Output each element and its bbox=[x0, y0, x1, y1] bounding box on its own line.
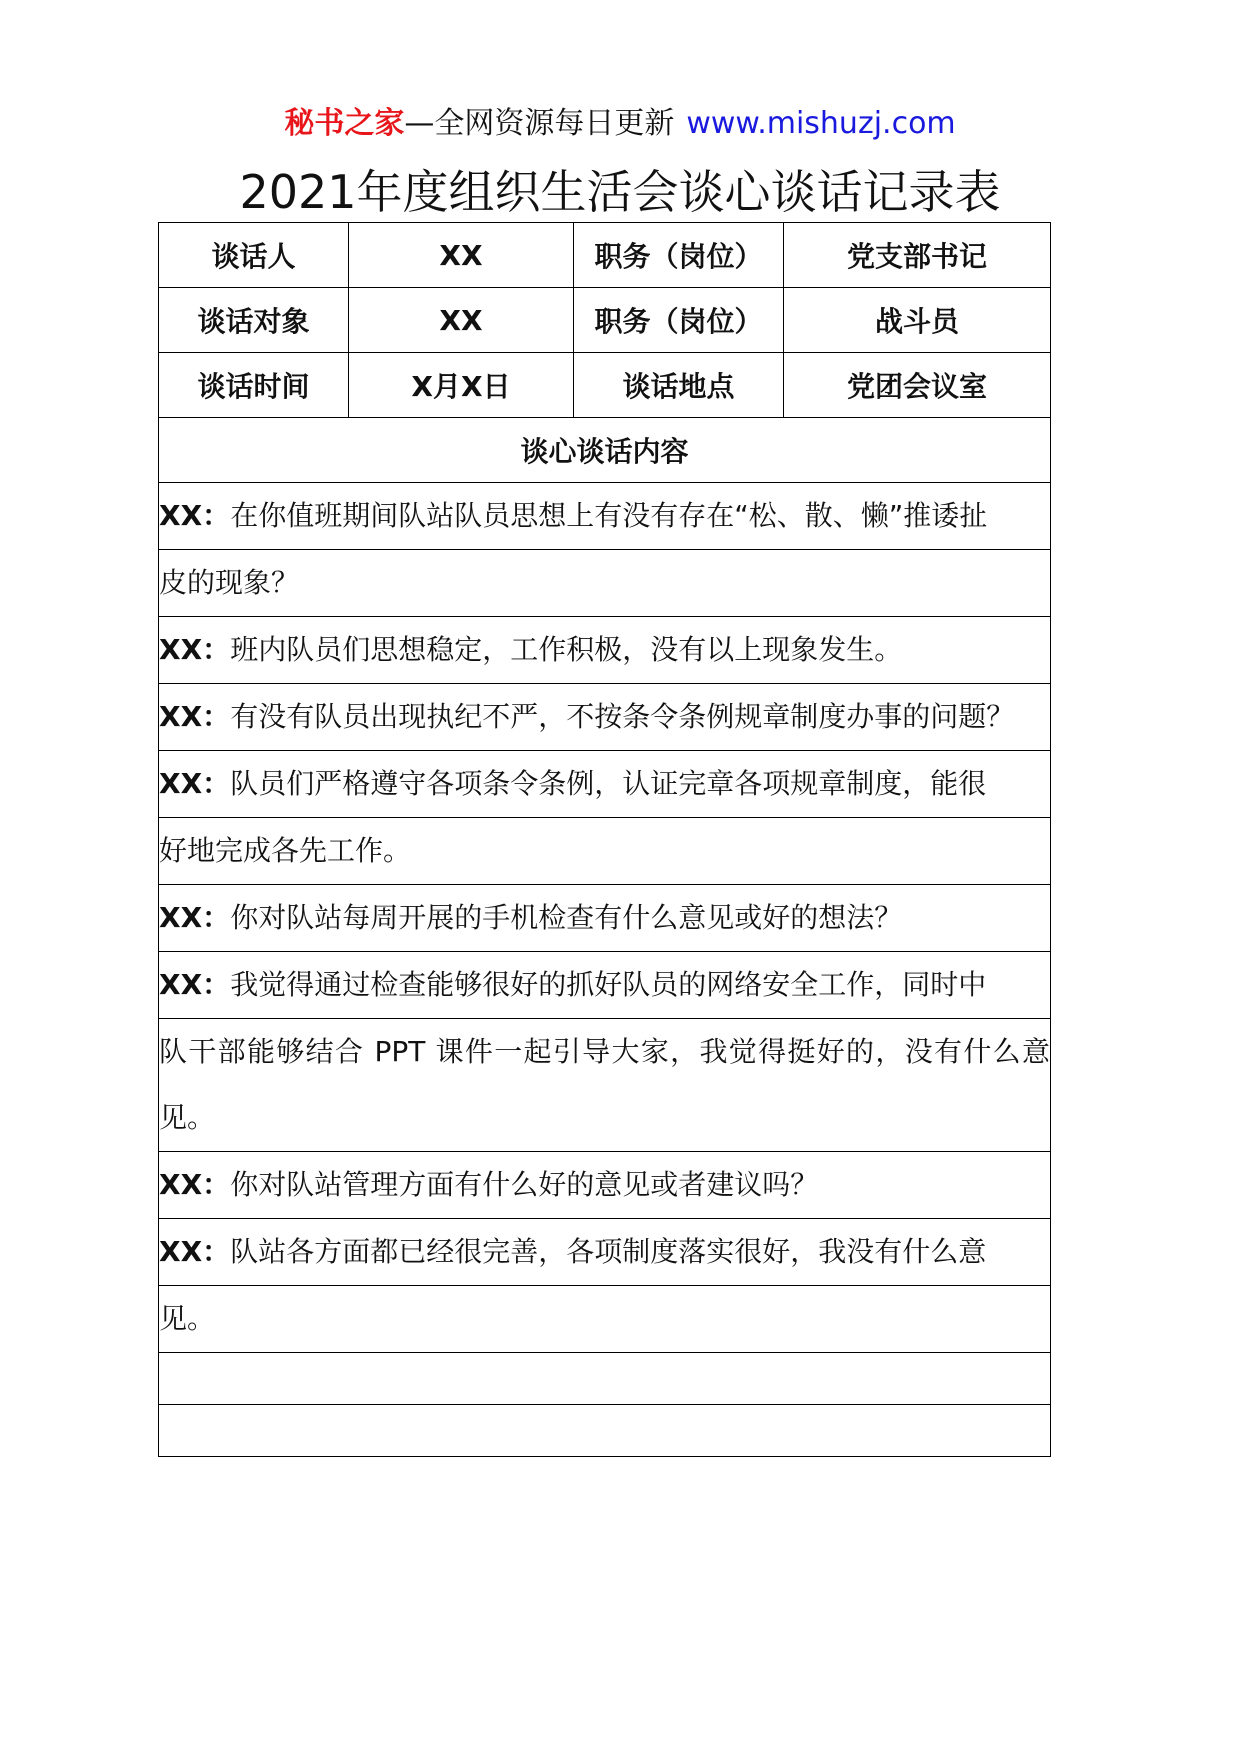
content-text: 皮的现象？ bbox=[159, 566, 300, 599]
content-text: 好地完成各先工作。 bbox=[159, 834, 412, 867]
content-text: 见。 bbox=[159, 1302, 216, 1335]
header-slogan: —全网资源每日更新 bbox=[404, 106, 675, 141]
content-row bbox=[159, 885, 1051, 952]
content-text: 你对队站每周开展的手机检查有什么意见或好的想法？ bbox=[230, 901, 903, 934]
content-cell bbox=[159, 1286, 1051, 1353]
section-row bbox=[159, 418, 1051, 483]
target-label: 谈话对象 bbox=[159, 288, 349, 353]
content-cell bbox=[159, 684, 1051, 751]
content-row bbox=[159, 818, 1051, 885]
content-cell bbox=[159, 617, 1051, 684]
speaker-label: XX： bbox=[159, 968, 231, 1001]
speaker-label: XX： bbox=[159, 767, 231, 800]
target-value: XX bbox=[349, 288, 574, 353]
talker-label: 谈话人 bbox=[159, 223, 349, 288]
content-cell bbox=[159, 1019, 1051, 1152]
speaker-label: XX： bbox=[159, 1235, 231, 1268]
empty-cell bbox=[159, 1353, 1051, 1405]
speaker-label: XX： bbox=[159, 700, 231, 733]
speaker-label: XX： bbox=[159, 901, 231, 934]
site-header bbox=[0, 102, 1240, 146]
position2-value: 战斗员 bbox=[784, 288, 1051, 353]
content-cell bbox=[159, 818, 1051, 885]
content-cell bbox=[159, 751, 1051, 818]
page-title: 2021年度组织生活会谈心谈话记录表 bbox=[239, 165, 1001, 219]
content-cell bbox=[159, 550, 1051, 617]
content-row bbox=[159, 1019, 1051, 1152]
content-text: 在你值班期间队站队员思想上有没有存在“松、散、懒”推诿扯 bbox=[230, 499, 988, 532]
brand-name: 秘书之家 bbox=[284, 106, 405, 141]
header-url[interactable]: www.mishuzj.com bbox=[686, 106, 956, 141]
info-row-time bbox=[159, 353, 1051, 418]
content-cell bbox=[159, 885, 1051, 952]
time-label: 谈话时间 bbox=[159, 353, 349, 418]
place-value: 党团会议室 bbox=[784, 353, 1051, 418]
content-text: 有没有队员出现执纪不严，不按条令条例规章制度办事的问题？ bbox=[230, 700, 1015, 733]
position1-value: 党支部书记 bbox=[784, 223, 1051, 288]
info-row-target bbox=[159, 288, 1051, 353]
time-value: X月X日 bbox=[349, 353, 574, 418]
content-row bbox=[159, 1152, 1051, 1219]
empty-row bbox=[159, 1405, 1051, 1457]
info-row-talker bbox=[159, 223, 1051, 288]
content-cell bbox=[159, 1152, 1051, 1219]
content-row bbox=[159, 550, 1051, 617]
content-text: 队干部能够结合 PPT 课件一起引导大家，我觉得挺好的，没有什么意见。 bbox=[159, 1035, 1050, 1134]
content-text: 你对队站管理方面有什么好的意见或者建议吗？ bbox=[230, 1168, 819, 1201]
content-cell bbox=[159, 483, 1051, 550]
content-text: 班内队员们思想稳定，工作积极，没有以上现象发生。 bbox=[230, 633, 903, 666]
content-row bbox=[159, 483, 1051, 550]
content-row bbox=[159, 1286, 1051, 1353]
section-title: 谈心谈话内容 bbox=[159, 418, 1051, 483]
content-text: 队员们严格遵守各项条令条例，认证完章各项规章制度，能很 bbox=[230, 767, 987, 800]
content-row bbox=[159, 617, 1051, 684]
speaker-label: XX： bbox=[159, 1168, 231, 1201]
talker-value: XX bbox=[349, 223, 574, 288]
content-row bbox=[159, 751, 1051, 818]
content-cell bbox=[159, 952, 1051, 1019]
position2-label: 职务（岗位） bbox=[574, 288, 784, 353]
empty-row bbox=[159, 1353, 1051, 1405]
speaker-label: XX： bbox=[159, 633, 231, 666]
content-text: 队站各方面都已经很完善，各项制度落实很好，我没有什么意 bbox=[230, 1235, 987, 1268]
content-cell bbox=[159, 1219, 1051, 1286]
content-row bbox=[159, 1219, 1051, 1286]
empty-cell bbox=[159, 1405, 1051, 1457]
content-row bbox=[159, 684, 1051, 751]
record-table bbox=[158, 222, 1051, 1457]
place-label: 谈话地点 bbox=[574, 353, 784, 418]
content-row bbox=[159, 952, 1051, 1019]
position1-label: 职务（岗位） bbox=[574, 223, 784, 288]
speaker-label: XX： bbox=[159, 499, 231, 532]
content-text: 我觉得通过检查能够很好的抓好队员的网络安全工作，同时中 bbox=[230, 968, 987, 1001]
